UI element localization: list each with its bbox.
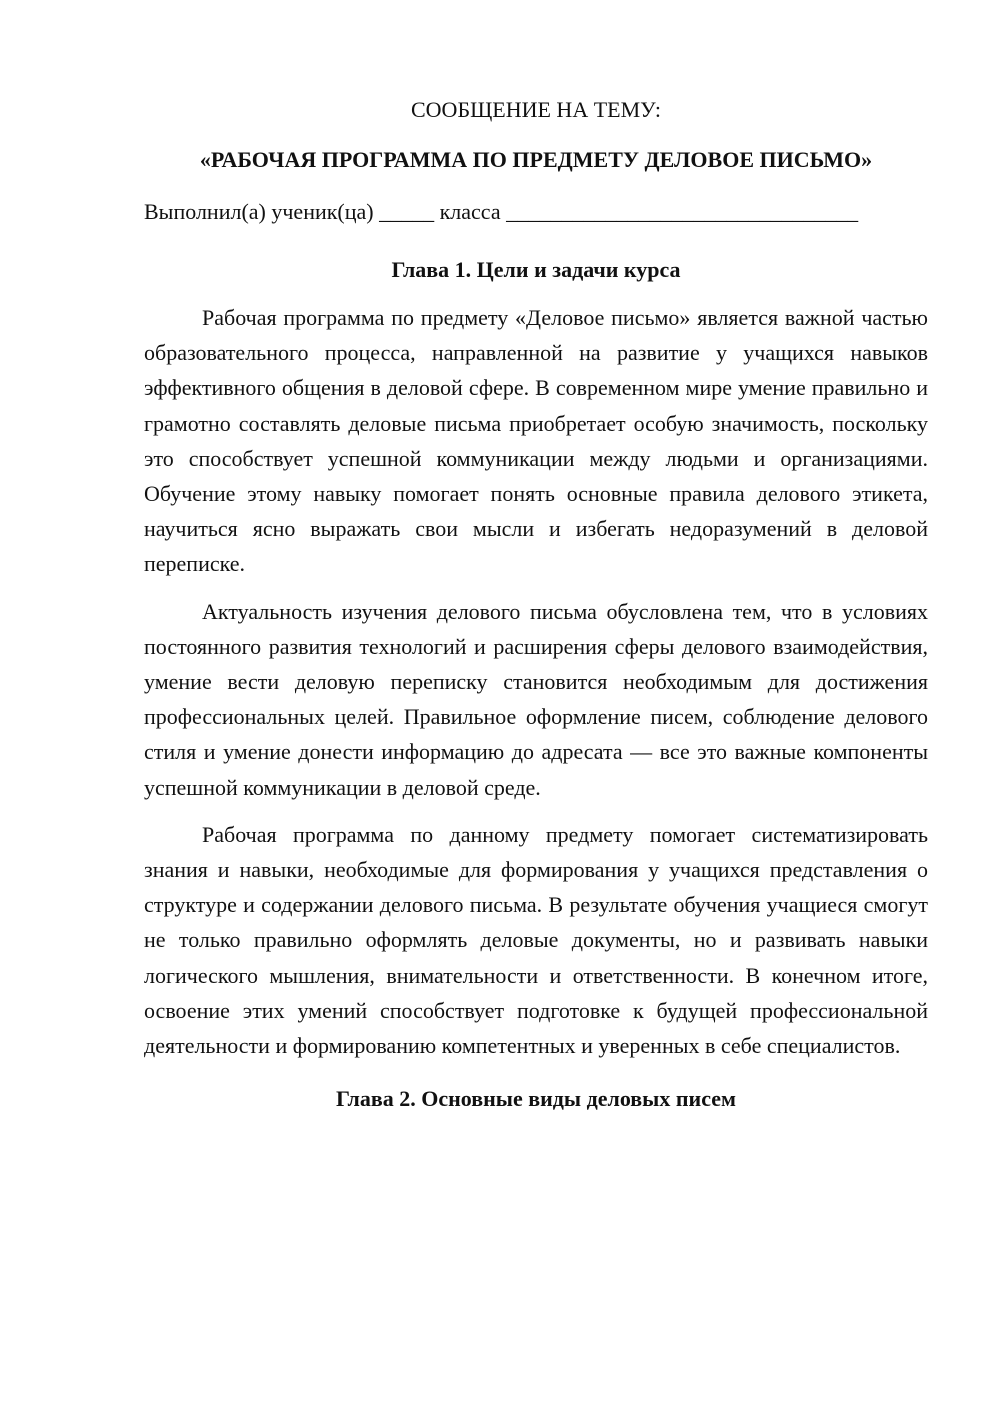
document-heading-line2: «РАБОЧАЯ ПРОГРАММА ПО ПРЕДМЕТУ ДЕЛОВОЕ ПИСЬМО» bbox=[199, 147, 873, 172]
document-heading-line1: СООБЩЕНИЕ НА ТЕМУ: bbox=[411, 97, 661, 122]
chapter-1-heading: Глава 1. Цели и задачи курса bbox=[391, 257, 681, 282]
document-body bbox=[144, 92, 928, 1117]
chapter-1-paragraph-3: Рабочая программа по данному предмету помогает систематизировать знания и навыки, необходимые для формирования у учащихся представления о структуре и содержании делового письма. В результате обучения учащиеся смогут не только правильно оформлять деловые документы, но и развивать навыки логического мышления, внимательности и ответственности. В конечном итоге, освоение этих умений способствует подготовке к будущей профессиональной деятельности и формированию компетентных и уверенных в себе специалистов. bbox=[144, 821, 928, 1059]
chapter-1-paragraph-2: Актуальность изучения делового письма обусловлена тем, что в условиях постоянного развития технологий и расширения сферы делового взаимодействия, умение вести деловую переписку становится необходимым для достижения профессиональных целей. Правильное оформление писем, соблюдение делового стиля и умение донести информацию до адресата — все это важные компоненты успешной коммуникации в деловой среде. bbox=[144, 598, 928, 800]
chapter-2-heading: Глава 2. Основные виды деловых писем bbox=[336, 1086, 736, 1112]
author-byline: Выполнил(а) ученик(ца) _____ класса ________________________________ bbox=[144, 199, 859, 224]
chapter-1-paragraph-1: Рабочая программа по предмету «Деловое письмо» является важной частью образовательного процесса, направленной на развитие у учащихся навыков эффективного общения в деловой сфере. В современном мире умение правильно и грамотно составлять деловые письма приобретает особую значимость, поскольку это способствует успешной коммуникации между людьми и организациями. Обучение этому навыку помогает понять основные правила делового этикета, научиться ясно выражать свои мысли и избегать недоразумений в деловой переписке. bbox=[144, 305, 928, 577]
